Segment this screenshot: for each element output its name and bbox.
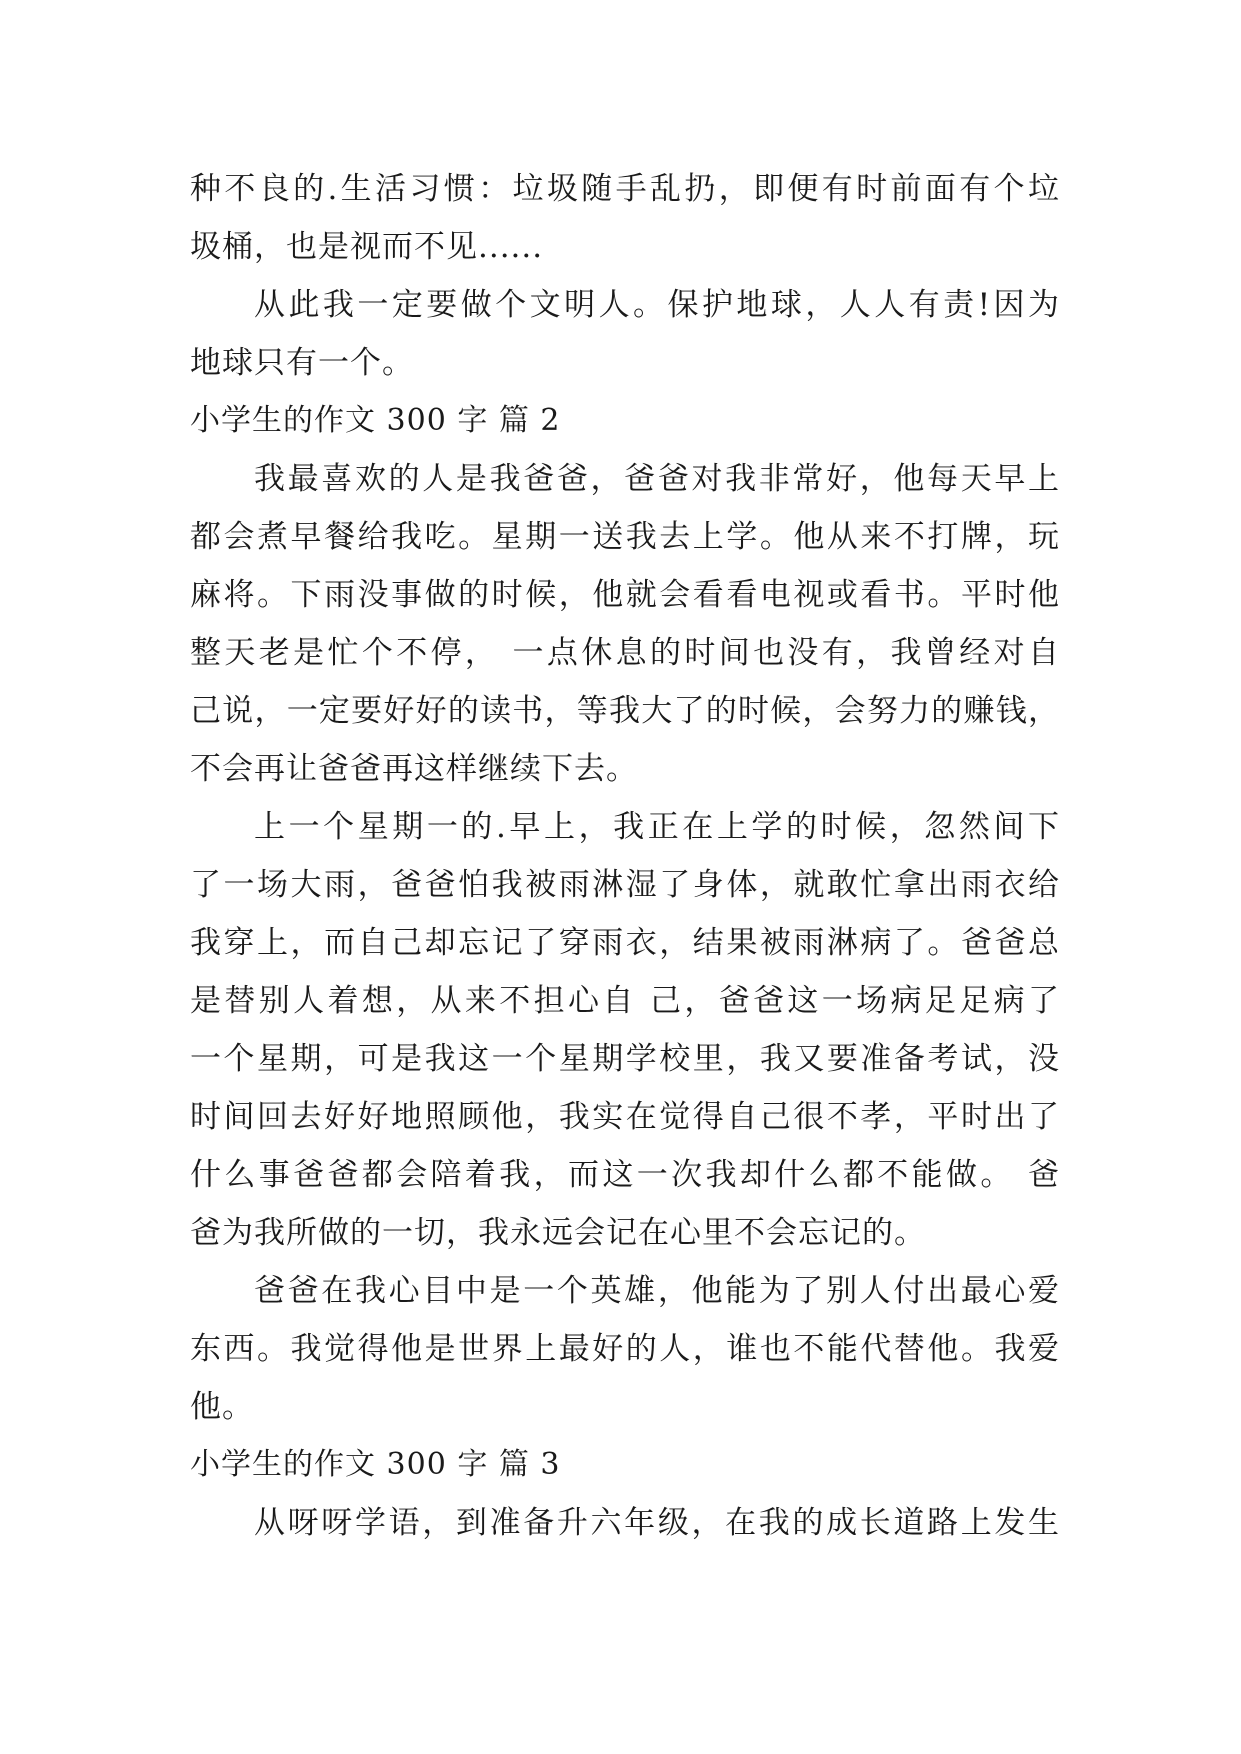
- text-line: 一个星期，可是我这一个星期学校里，我又要准备考试，没: [190, 1041, 1060, 1077]
- text-line: 东西。我觉得他是世界上最好的人，谁也不能代替他。我爱: [190, 1331, 1060, 1367]
- text-line: 了一场大雨，爸爸怕我被雨淋湿了身体，就敢忙拿出雨衣给: [190, 867, 1060, 903]
- text-line: 时间回去好好地照顾他，我实在觉得自己很不孝，平时出了: [190, 1099, 1060, 1135]
- text-line: 他。: [190, 1389, 254, 1425]
- text-line: 是替别人着想，从来不担心自 己，爸爸这一场病足足病了: [190, 983, 1060, 1019]
- text-line: 我最喜欢的人是我爸爸，爸爸对我非常好，他每天早上: [254, 461, 1060, 497]
- text-line: 己说，一定要好好的读书，等我大了的时候，会努力的赚钱，: [190, 693, 1060, 729]
- text-line: 什么事爸爸都会陪着我，而这一次我却什么都不能做。 爸: [190, 1157, 1060, 1193]
- section-heading: 小学生的作文 300 字 篇 3: [190, 1447, 561, 1482]
- text-line: 爸为我所做的一切，我永远会记在心里不会忘记的。: [190, 1215, 926, 1251]
- text-line: 爸爸在我心目中是一个英雄，他能为了别人付出最心爱: [254, 1273, 1060, 1309]
- text-line: 麻将。下雨没事做的时候，他就会看看电视或看书。平时他: [190, 577, 1060, 613]
- section-heading: 小学生的作文 300 字 篇 2: [190, 403, 561, 438]
- text-line: 种不良的.生活习惯：垃圾随手乱扔，即便有时前面有个垃: [190, 171, 1060, 207]
- text-line: 上一个星期一的.早上，我正在上学的时候，忽然间下: [254, 809, 1060, 845]
- text-line: 从此我一定要做个文明人。保护地球，人人有责!因为: [254, 287, 1060, 323]
- text-line: 我穿上，而自己却忘记了穿雨衣，结果被雨淋病了。爸爸总: [190, 925, 1060, 961]
- text-line: 从呀呀学语，到准备升六年级，在我的成长道路上发生: [254, 1505, 1060, 1541]
- text-line: 整天老是忙个不停， 一点休息的时间也没有，我曾经对自: [190, 635, 1060, 671]
- text-line: 地球只有一个。: [190, 345, 414, 381]
- text-line: 圾桶，也是视而不见......: [190, 229, 544, 265]
- document-body: [190, 160, 1060, 1552]
- text-line: 都会煮早餐给我吃。星期一送我去上学。他从来不打牌，玩: [190, 519, 1060, 555]
- text-line: 不会再让爸爸再这样继续下去。: [190, 751, 638, 787]
